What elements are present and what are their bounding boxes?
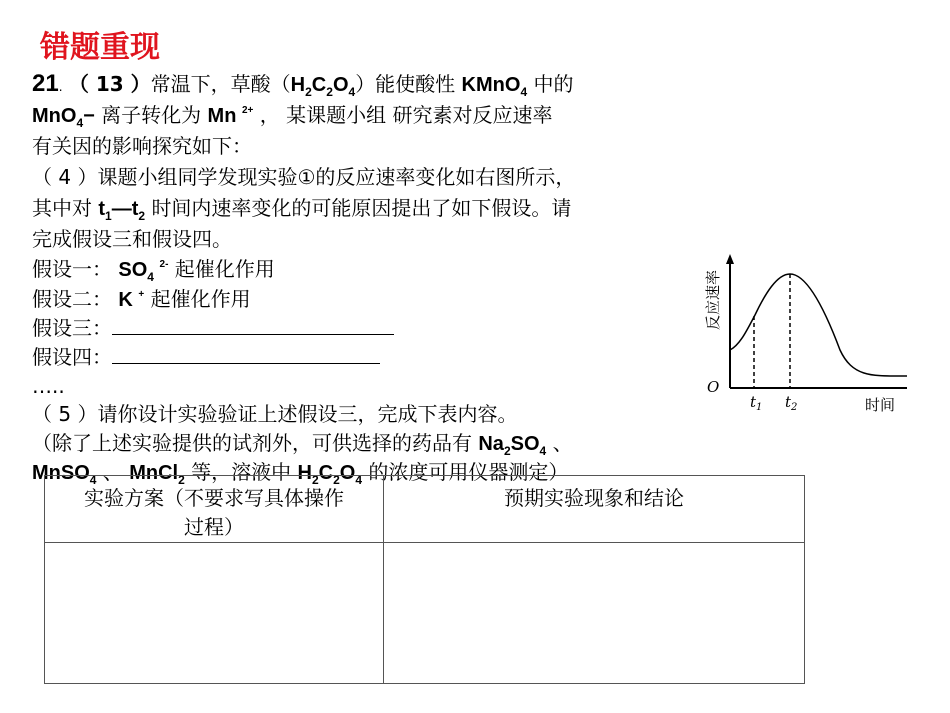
- formula-kmno4: KMnO$_4$: [461, 74, 528, 99]
- part-4-line-1: （ 4 ）课题小组同学发现实验①的反应速率变化如右图所示，: [32, 165, 576, 189]
- formula-h2c2o4-2: $H_2C_2O_4$: [297, 462, 363, 487]
- table-cell-result[interactable]: [384, 543, 805, 684]
- text-segment: 中的: [533, 72, 574, 96]
- hypothesis-4-blank[interactable]: [112, 345, 380, 364]
- question-number: 21: [32, 70, 59, 97]
- origin-label: O: [707, 378, 720, 396]
- question-line-1: [32, 70, 573, 101]
- x-axis-label: 时间: [865, 396, 896, 414]
- table-cell-plan[interactable]: [45, 543, 384, 684]
- table-row: [45, 543, 805, 684]
- table-header-plan: 实验方案（不要求写具体操作 过程）: [45, 476, 384, 543]
- t1-label: $t_1$: [750, 393, 763, 413]
- hypothesis-4: 假设四：: [32, 343, 380, 371]
- hypothesis-2: 假设二： K + 起催化作用: [32, 287, 251, 311]
- question-score: （ 13 ）: [68, 72, 151, 96]
- text-segment: ）能使酸性: [355, 72, 456, 96]
- rate-time-graph: [695, 250, 920, 420]
- question-line-2: [32, 101, 552, 134]
- formula-mnso4: MnSO$_4$: [32, 462, 97, 487]
- symbol-t1: $t_1—t_2$: [98, 198, 146, 223]
- formula-mn: Mn $^{2+}$: [207, 105, 254, 127]
- question-number-dot: .: [58, 80, 63, 94]
- text-segment: 离子转化为: [101, 103, 202, 127]
- question-line-3: 有关因的影响探究如下：: [32, 134, 252, 158]
- part-5-line-3: MnSO$_4$ 、 MnCl$_2$ 等，溶液中 $H_2C_2O_4$ 的浓度可用仪器测定）: [32, 460, 569, 487]
- text-segment: 常温下，草酸（: [150, 72, 291, 96]
- ellipsis: …..: [32, 374, 65, 398]
- y-axis-arrow: [726, 254, 734, 264]
- table-header-row: [45, 476, 805, 543]
- part-5-line-1: （ 5 ）请你设计实验验证上述假设三，完成下表内容。: [32, 402, 518, 426]
- text-segment: ， 某课题小组 研究素对反应速率: [259, 103, 553, 127]
- experiment-table: [44, 475, 805, 684]
- part-5-line-2: （除了上述实验提供的试剂外，可供选择的药品有 $Na_2SO_4$ 、: [32, 431, 573, 458]
- page-title: 错题重现: [40, 30, 160, 65]
- hypothesis-3: 假设三：: [32, 314, 394, 342]
- hypothesis-1: 假设一： $SO_4$ $^{2-}$ 起催化作用: [32, 257, 275, 284]
- t2-label: $t_2$: [785, 393, 798, 413]
- part-4-line-3: 完成假设三和假设四。: [32, 227, 232, 251]
- y-axis-label: 反应速率: [704, 269, 722, 330]
- formula-na2so4: $Na_2SO_4$: [478, 433, 547, 458]
- formula-h2c2o4: $H_2C_2O_4$: [290, 74, 356, 99]
- formula-mncl2: MnCl$_2$: [129, 462, 185, 487]
- formula-so4: $SO_4$ $^{2-}$: [118, 259, 169, 284]
- rate-curve: [730, 274, 907, 376]
- part-4-line-2: 其中对 $t_1—t_2$ 时间内速率变化的可能原因提出了如下假设。请: [32, 196, 572, 223]
- table-header-result: 预期实验现象和结论: [384, 476, 805, 543]
- formula-mno4: MnO$_4$−: [32, 105, 95, 130]
- formula-k: K +: [118, 289, 145, 311]
- hypothesis-3-blank[interactable]: [112, 316, 394, 335]
